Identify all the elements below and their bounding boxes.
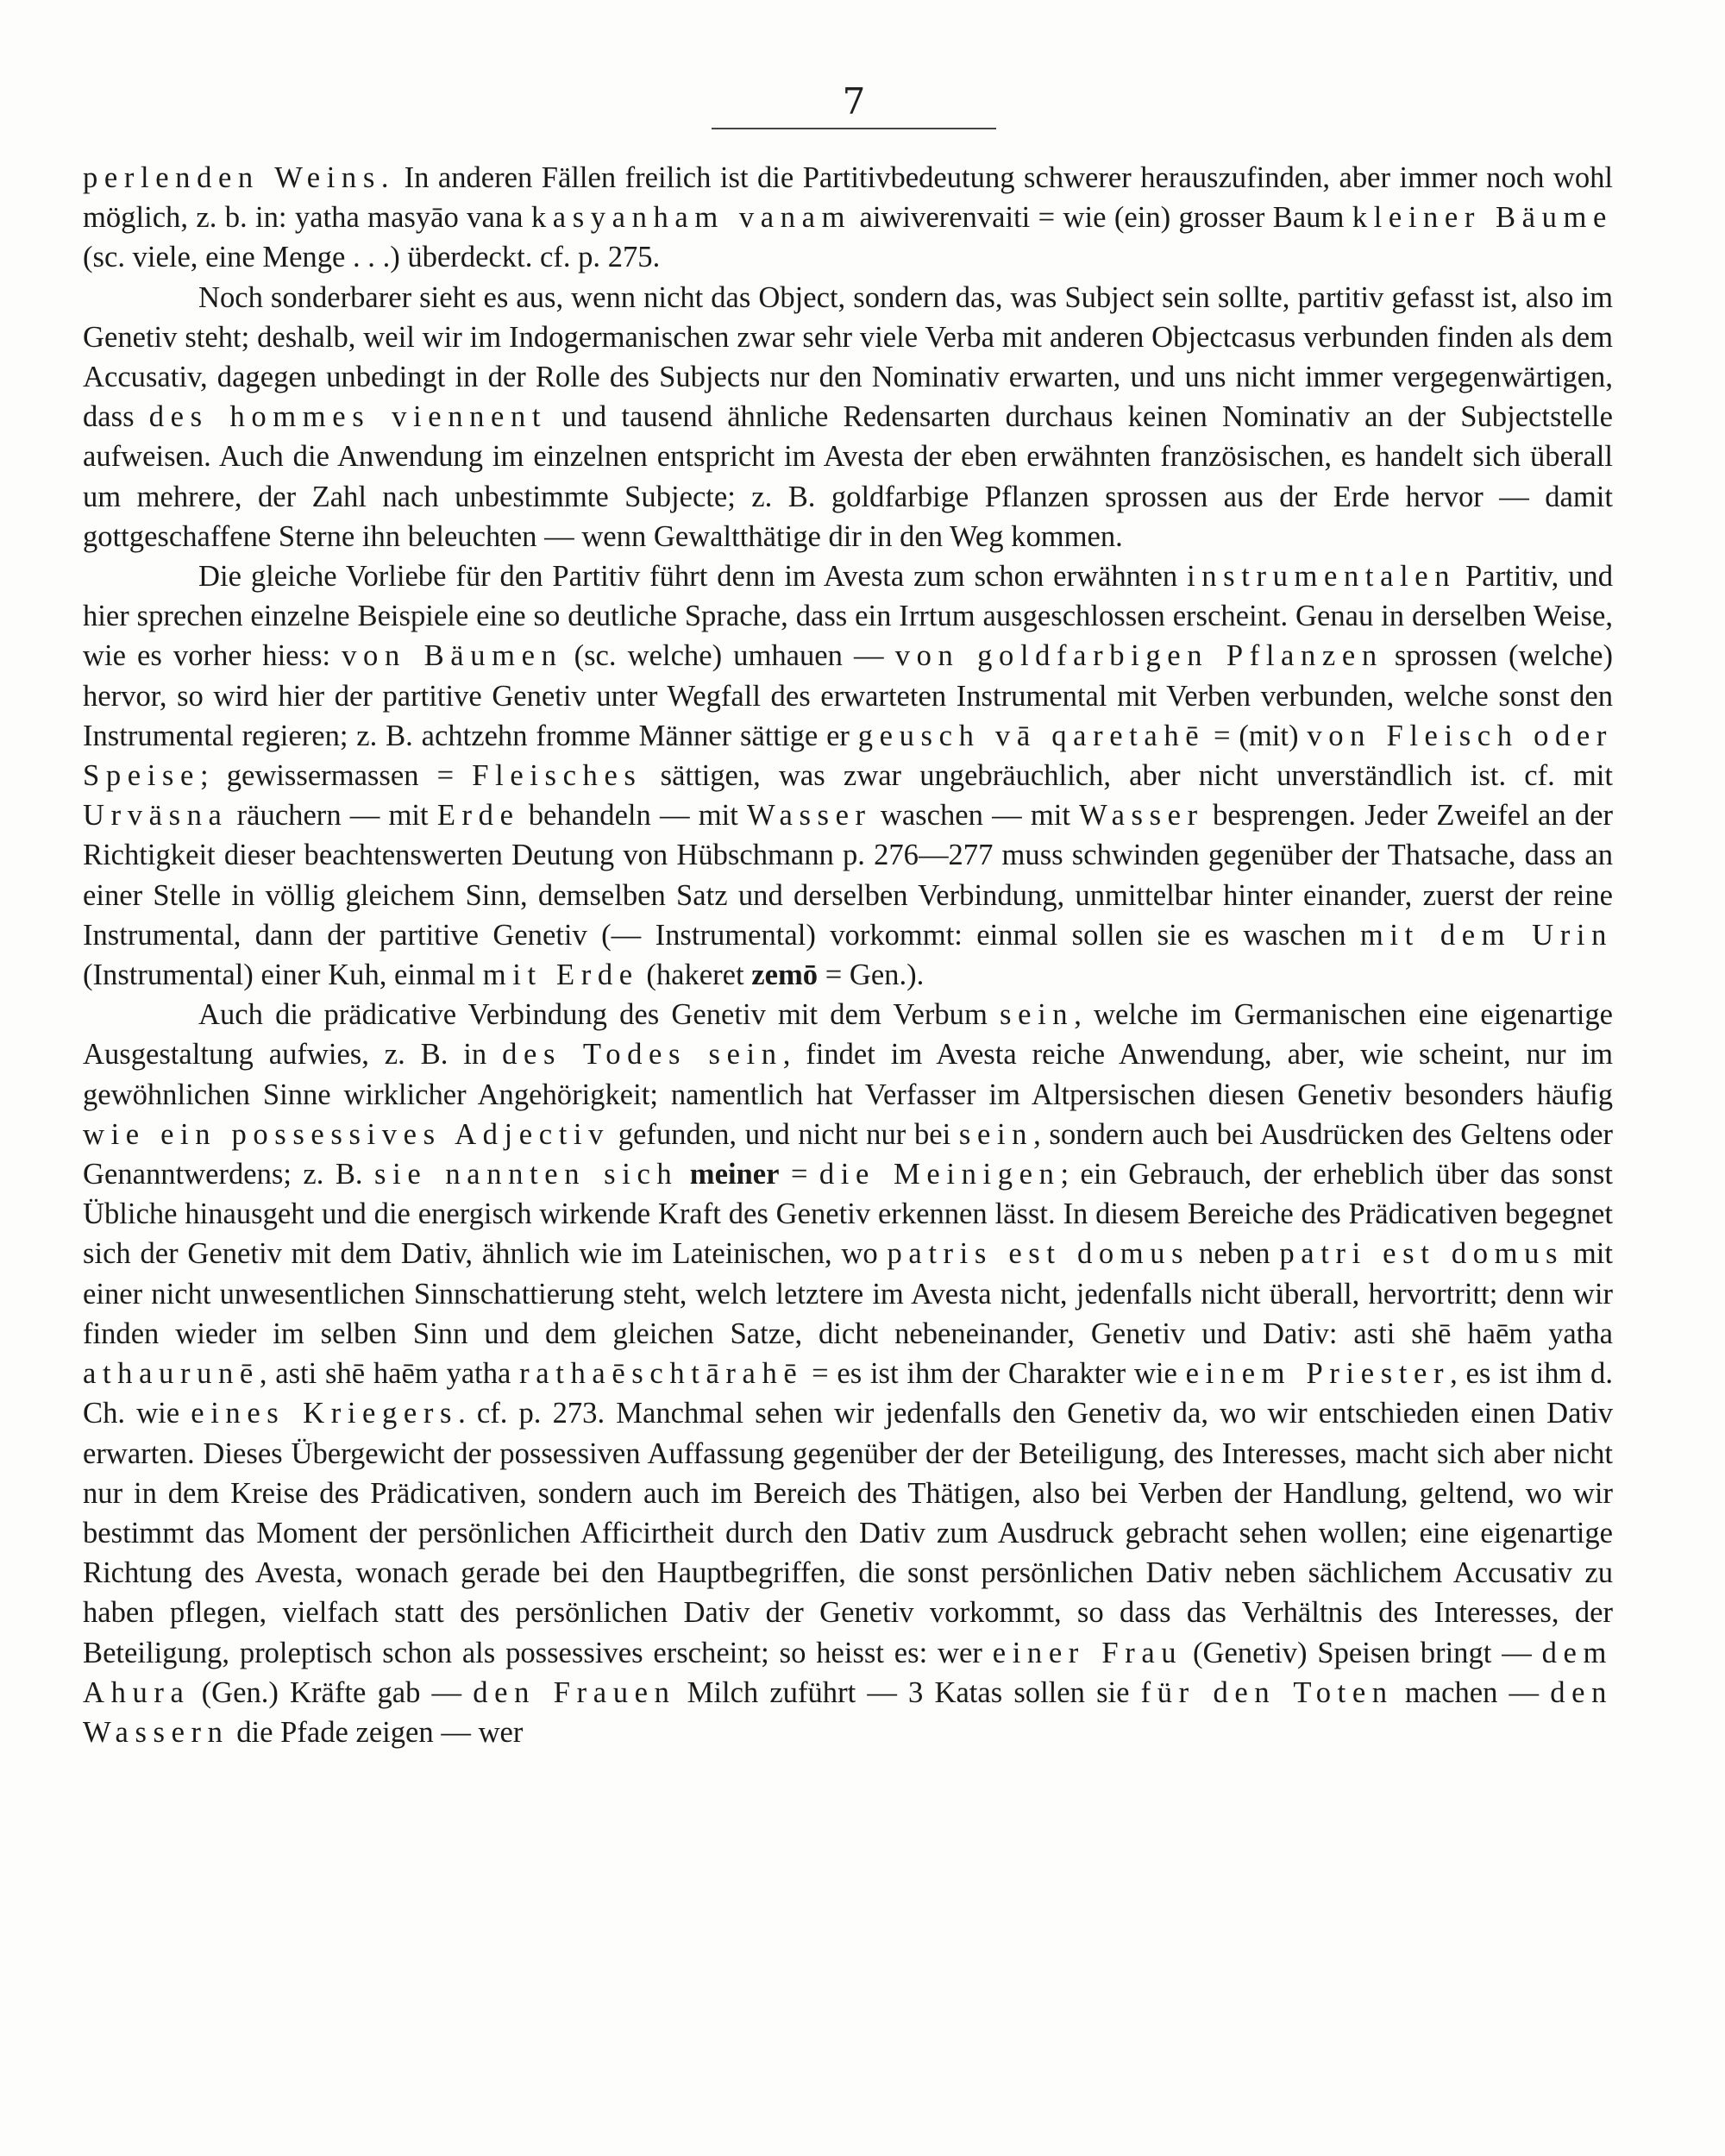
text-run: = Gen.).: [818, 959, 925, 992]
spaced-emphasis: rathaēschtārahē: [519, 1357, 804, 1391]
spaced-emphasis: geusch vā qaretahē: [857, 719, 1206, 752]
paragraph: [83, 556, 1613, 995]
text-run: Noch sonderbarer sieht es aus, wenn nicht das Object, sondern das, was Subject sein sollte, partitiv gefasst ist, also im Genetiv steht; deshalb, weil wir im Indogermanischen zwar sehr viele Verba mit anderen Objectcasus verbunden finden als dem Accusativ, dagegen unbedingt in der Rolle des Subjects nur den Nominativ erwarten, und uns nicht immer vergegenwärtigen, dass: [83, 280, 1613, 434]
text-run: mit einer nicht unwesentlichen Sinnschattierung steht, welch letztere im Avesta nicht, jedenfalls nicht überall, hervortritt; denn wir finden wieder im selben Sinn und dem gleichen Satze, dicht nebeneinander, Genetiv und Dativ: asti shē haēm yatha: [83, 1237, 1613, 1350]
text-run: behandeln — mit: [519, 799, 748, 833]
text-run: , asti shē haēm yatha: [259, 1357, 520, 1391]
text-run: Partitiv, und hier sprechen einzelne Beispiele eine so deutliche Sprache, dass ein Irrtum ausgeschlossen erscheint. Genau in derselben Weise, wie es vorher hiess:: [83, 560, 1613, 673]
text-run: räuchern — mit: [228, 799, 437, 833]
text-run: waschen — mit: [871, 799, 1080, 833]
text-run: = es ist ihm der Charakter wie: [803, 1357, 1186, 1391]
spaced-emphasis: mit Erde: [482, 959, 639, 992]
spaced-emphasis: von Bäumen: [342, 639, 563, 673]
text-run: sprossen (welche) hervor, so wird hier der partitive Genetiv unter Wegfall des erwarteten Instrumental mit Verben verbunden, welche sonst den Instrumental regieren; z. B. achtzehn fromme Männer sättige er: [83, 639, 1613, 752]
text-run: , welche im Germanischen eine eigenartige Ausgestaltung aufwies, z. B. in: [83, 998, 1614, 1072]
spaced-emphasis: wie ein possessives Adjectiv: [83, 1117, 611, 1151]
text-run: besprengen. Jeder Zweifel an der Richtigkeit dieser beachtenswerten Deutung von Hübschmann p. 276—277 muss schwinden gegenüber der Thatsache, dass an einer Stelle in völlig gleichem Sinn, demselben Satz und derselben Verbindung, unmittelbar hinter einander, zuerst der reine Instrumental, dann der partitive Genetiv (— Instrumental) vorkommt: einmal sollen sie es waschen: [83, 799, 1613, 952]
spaced-emphasis: den Wassern: [83, 1675, 1613, 1749]
paragraph: [83, 158, 1613, 278]
spaced-emphasis: mit dem Urin: [1359, 918, 1613, 952]
spaced-emphasis: patri est domus: [1279, 1237, 1565, 1271]
spaced-emphasis: für den Toten: [1140, 1675, 1394, 1709]
text-run: In anderen Fällen freilich ist die Partitivbedeutung schwerer herauszufinden, aber immer noch wohl möglich, z. b. in: yatha masyāo vana: [83, 161, 1613, 235]
text-run: (Genetiv) Speisen bringt —: [1182, 1636, 1542, 1669]
spaced-emphasis: von Fleisch oder Speise: [83, 719, 1613, 793]
spaced-emphasis: einem Priester: [1185, 1357, 1451, 1391]
text-run: , es ist ihm d. Ch. wie: [83, 1357, 1613, 1430]
text-run: , sondern auch bei Ausdrücken des Geltens oder Genanntwerdens; z. B.: [83, 1117, 1613, 1191]
text-run: (sc. welche) umhauen —: [562, 639, 895, 673]
text-run: und tausend ähnliche Redensarten durchaus keinen Nominativ an der Subjectstelle aufweisen. Auch die Anwendung im einzelnen entspricht im Avesta der eben erwähnten französischen, es handelt sich überall um mehrere, der Zahl nach unbestimmte Subjecte; z. B. goldfarbige Pflanzen sprossen aus der Erde hervor — damit gottgeschaffene Sterne ihn beleuchten — wenn Gewaltthätige dir in den Weg kommen.: [83, 400, 1613, 553]
text-run: neben: [1189, 1237, 1280, 1271]
text-run: , findet im Avesta reiche Anwendung, aber, wie scheint, nur im gewöhnlichen Sinne wirklicher Angehörigkeit; namentlich hat Verfasser im Altpersischen diesen Genetiv besonders häufig: [83, 1038, 1614, 1111]
spaced-emphasis: des hommes viennent: [148, 400, 548, 434]
spaced-emphasis: Erde: [436, 799, 520, 833]
text-run: (Gen.) Kräfte gab —: [190, 1675, 474, 1709]
spaced-emphasis: sein: [958, 1117, 1034, 1151]
spaced-emphasis: Wasser: [747, 799, 872, 833]
spaced-emphasis: des Todes sein: [502, 1038, 783, 1072]
spaced-emphasis: Urväsna: [83, 799, 229, 833]
text-run: Auch die prädicative Verbindung des Genetiv mit dem Verbum: [198, 998, 1000, 1032]
bold-emphasis: meiner: [689, 1158, 780, 1191]
spaced-emphasis: von goldfarbigen Pflanzen: [894, 639, 1383, 673]
spaced-emphasis: sie nannten sich: [374, 1158, 679, 1191]
text-run: aiwiverenvaiti = wie (ein) grosser Baum: [851, 201, 1352, 235]
text-run: [678, 1158, 689, 1191]
text-run: (Instrumental) einer Kuh, einmal: [83, 959, 483, 992]
text-run: . cf. p. 273. Manchmal sehen wir jedenfalls den Genetiv da, wo wir entschieden einen Dativ erwarten. Dieses Übergewicht der possessiven Auffassung gegenüber der der Beteiligung, des Interesses, macht sich aber nicht nur in dem Kreise des Prädicativen, sondern auch im Bereich des Thätigen, also bei Verben der Handlung, geltend, wo wir bestimmt das Moment der persönlichen Afficirtheit durch den Dativ zum Ausdruck gebracht sehen wollen; eine eigenartige Richtung des Avesta, wonach gerade bei den Hauptbegriffen, die sonst persönlichen Dativ neben sächlichem Accusativ zu haben pflegen, vielfach statt des persönlichen Dativ der Genetiv vorkommt, so dass das Verhältnis des Interesses, der Beteiligung, proleptisch schon als possessives erscheint; so heisst es: wer: [83, 1397, 1613, 1669]
spaced-emphasis: kasyanham vanam: [530, 201, 852, 235]
spaced-emphasis: instrumentalen: [1187, 560, 1457, 594]
spaced-emphasis: dem Ahura: [83, 1636, 1613, 1709]
spaced-emphasis: sein: [1000, 998, 1075, 1032]
text-run: (hakeret: [638, 959, 752, 992]
spaced-emphasis: eines Kriegers: [191, 1397, 459, 1430]
spaced-emphasis: athaurunē: [83, 1357, 260, 1391]
text-run: die Pfade zeigen — wer: [229, 1715, 524, 1749]
text-run: = (mit): [1205, 719, 1308, 752]
spaced-emphasis: patris est domus: [887, 1237, 1190, 1271]
text-run: machen —: [1393, 1675, 1551, 1709]
spaced-emphasis: kleiner Bäume: [1352, 201, 1614, 235]
text-run: ; ein Gebrauch, der erheblich über das sonst Übliche hinausgeht und die energisch wirkende Kraft des Genetiv erkennen lässt. In diesem Bereiche des Prädicativen begegnet sich der Genetiv mit dem Dativ, ähnlich wie im Lateinischen, wo: [83, 1158, 1613, 1271]
text-run: =: [779, 1158, 819, 1191]
page-number: 7: [842, 80, 866, 123]
spaced-emphasis: perlenden Weins.: [83, 161, 396, 194]
text-run: Die gleiche Vorliebe für den Partitiv führt denn im Avesta zum schon erwähnten: [198, 560, 1188, 594]
body-text: [83, 158, 1613, 1752]
spaced-emphasis: die Meinigen: [819, 1158, 1061, 1191]
paragraph: [83, 995, 1613, 1752]
spaced-emphasis: Fleisches: [472, 759, 643, 793]
text-run: sättigen, was zwar ungebräuchlich, aber nicht unverständlich ist. cf. mit: [642, 759, 1613, 793]
spaced-emphasis: einer Frau: [992, 1636, 1183, 1669]
spaced-emphasis: den Frauen: [473, 1675, 676, 1709]
header-rule: [712, 128, 996, 129]
spaced-emphasis: Wasser: [1079, 799, 1204, 833]
text-run: Milch zuführt — 3 Katas sollen sie: [675, 1675, 1141, 1709]
paragraph: [83, 278, 1613, 556]
text-run: (sc. viele, eine Menge . . .) überdeckt. cf. p. 275.: [83, 241, 661, 274]
bold-emphasis: zemō: [751, 959, 819, 992]
text-run: ; gewissermassen =: [199, 759, 473, 793]
text-run: gefunden, und nicht nur bei: [610, 1117, 959, 1151]
